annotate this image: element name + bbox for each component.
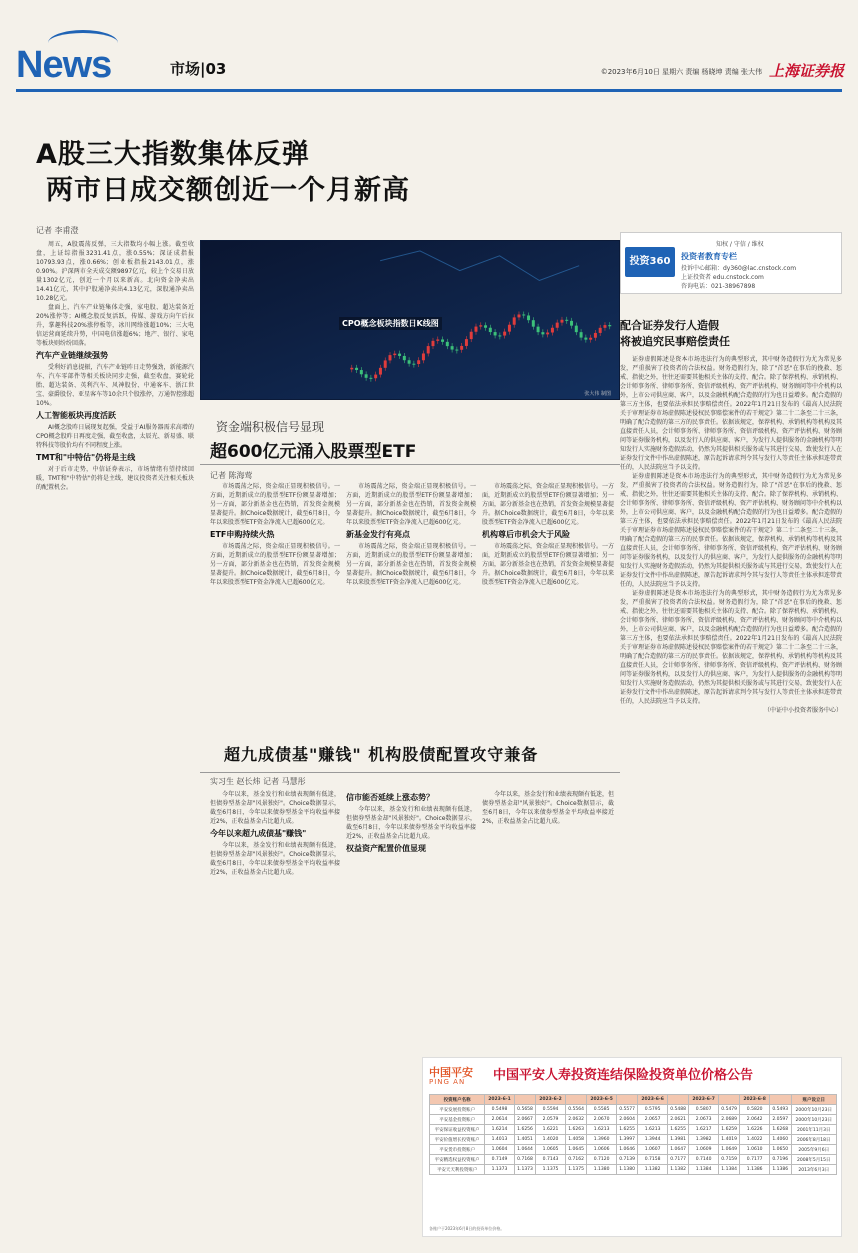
side-article-body <box>620 355 842 1055</box>
price-table-header-cell <box>769 1095 791 1105</box>
candle-body <box>398 354 401 356</box>
table-cell: 2000年10月23日 <box>791 1105 837 1115</box>
info-email: 投诉中心邮箱：dy360@lac.cnstock.com <box>681 265 797 272</box>
table-cell: 1.3997 <box>616 1135 638 1145</box>
table-cell: 1.0610 <box>740 1145 769 1155</box>
table-cell: 1.4022 <box>740 1135 769 1145</box>
candle-body <box>422 353 425 360</box>
table-row <box>430 1125 837 1135</box>
table-cell: 1.1386 <box>740 1165 769 1175</box>
table-cell: 1.1373 <box>514 1165 536 1175</box>
side-title-line-1: 配合证券发行人造假 <box>620 319 719 332</box>
etf-kicker: 资金端积极信号显现 <box>216 420 325 434</box>
candle-body <box>431 341 434 346</box>
table-cell: 2.0604 <box>616 1115 638 1125</box>
candle-body <box>412 364 415 365</box>
candle-body <box>451 346 454 349</box>
table-cell: 平安保证收益投资账户 <box>430 1125 485 1135</box>
brand-news: News <box>16 44 112 86</box>
table-cell: 1.1380 <box>616 1165 638 1175</box>
candle-body <box>455 350 458 351</box>
bond-byline: 实习生 赵长炜 记者 马慧彤 <box>210 777 306 786</box>
candle-body <box>403 356 406 360</box>
pingan-logo-en: PING AN <box>429 1078 466 1086</box>
table-cell: 1.6226 <box>740 1125 769 1135</box>
side-title-line-2: 将被追究民事赔偿责任 <box>620 335 730 348</box>
table-cell: 2013年6月3日 <box>791 1165 837 1175</box>
candle-body <box>589 338 592 340</box>
table-cell: 2.0657 <box>638 1115 667 1125</box>
candle-body <box>603 325 606 328</box>
table-cell: 1.6256 <box>514 1125 536 1135</box>
candle-body <box>599 328 602 333</box>
price-table-header-cell: 账户设立日 <box>791 1095 837 1105</box>
table-cell: 2.0670 <box>587 1115 616 1125</box>
table-cell: 1.1380 <box>587 1165 616 1175</box>
table-cell: 0.5807 <box>689 1105 718 1115</box>
table-cell: 1.0647 <box>667 1145 689 1155</box>
table-cell: 1.0646 <box>616 1145 638 1155</box>
lead-para-1: 周五，A股震荡反弹，三大指数均小幅上涨。截至收盘，上证综指报3231.41点，涨0.55%；深证成指报10793.93点，涨0.66%；创业板指报2143.01点，涨0.90%。沪深两市全天成交额9897亿元，较上个交易日放量1302亿元，创近一个月以来新高。北向资金净卖出14.41亿元，其中沪股通净卖出4.13亿元，深股通净卖出10.28亿元。 <box>36 241 194 302</box>
section-label: 市场|03 <box>170 60 227 78</box>
candle-body <box>522 314 525 315</box>
etf-body-6: 市场震荡之际，资金端正显现积极信号。一方面，近期新成立的股票型ETF份额显著增加；另一方面，部分新基金也在热销，首发资金规模显著提升。据Choice数据统计，截至6月8日，今年以来股票型ETF资金净流入已超600亿元。 <box>482 543 614 586</box>
candle-body <box>484 325 487 327</box>
candle-body <box>350 368 353 370</box>
table-cell: 2.0689 <box>718 1115 740 1125</box>
table-cell: 1.0609 <box>689 1145 718 1155</box>
etf-col-1 <box>210 482 340 732</box>
table-cell: 0.7140 <box>689 1155 718 1165</box>
table-cell: 2.0614 <box>485 1115 514 1125</box>
ad-footer: 各账户于2023年6月8日的投资单位价格。 <box>429 1226 505 1231</box>
table-cell: 2005年9月6日 <box>791 1145 837 1155</box>
candle-body <box>532 320 535 326</box>
table-cell: 1.6213 <box>638 1125 667 1135</box>
etf-body-5: 市场震荡之际，资金端正显现积极信号。一方面，近期新成立的股票型ETF份额显著增加；另一方面，部分新基金也在热销，首发资金规模显著提升。据Choice数据统计，截至6月8日，今年以来股票型ETF资金净流入已超600亿元。 <box>482 483 614 526</box>
candle-body <box>460 346 463 350</box>
table-cell: 平安基金投资账户 <box>430 1115 485 1125</box>
price-table-header-cell: 2023-6-2 <box>536 1095 565 1105</box>
candle-body <box>360 370 363 374</box>
investor-education-box <box>620 232 842 294</box>
info-website: 上证投资者 edu.cnstock.com <box>681 274 764 281</box>
candle-body <box>560 320 563 323</box>
table-cell: 2.0673 <box>689 1115 718 1125</box>
bond-col-3 <box>482 790 614 1050</box>
table-cell: 1.4020 <box>536 1135 565 1145</box>
candle-body <box>503 332 506 336</box>
table-cell: 1.0645 <box>565 1145 587 1155</box>
table-cell: 1.0605 <box>536 1145 565 1155</box>
candle-body <box>441 339 444 341</box>
table-cell: 1.0649 <box>718 1145 740 1155</box>
candle-body <box>527 315 530 320</box>
price-table-header-cell <box>565 1095 587 1105</box>
info-tagline: 知权 / 守信 / 维权 <box>716 241 764 248</box>
candle-body <box>570 321 573 326</box>
table-cell: 1.4060 <box>769 1135 791 1145</box>
candle-body <box>580 332 583 337</box>
headline-line-2: 两市日成交额创近一个月新高 <box>46 175 410 206</box>
etf-sub-1: ETF申购持续火热 <box>210 530 275 539</box>
price-table-body <box>430 1105 837 1175</box>
table-cell: 0.5795 <box>638 1105 667 1115</box>
candle-body <box>436 339 439 340</box>
bond-body-1: 今年以来，基金发行和业绩表现颇有低迷，但债券型基金却"风景独好"。Choice数据显示，截至6月8日，今年以来债券型基金平均收益率接近2%，正收益基金占比超九成。 <box>210 791 340 825</box>
price-table-header-cell: 2023-6-8 <box>740 1095 769 1105</box>
lead-para-5: 对于后市走势，中信证券表示，市场情绪有望持续回暖，TMT和"中特估"仍将是主线，建议投资者关注相关板块的配置机会。 <box>36 466 194 491</box>
table-cell: 0.7162 <box>565 1155 587 1165</box>
main-headline <box>36 137 556 209</box>
table-cell: 0.5594 <box>536 1105 565 1115</box>
side-article-text-repeat-2: 证券虚假陈述是资本市场违法行为的典型形式，其中财务造假行为尤为常见多发，严重损害了投资者的合法权益。财务造假行为，除了"首恶"在事后的挽救、惩戒、指使之外，往往还需要其他相关主体的支持、配合。除了保荐机构、承销机构、会计师事务所、律师事务所、资信评级机构、资产评估机构、财务顾问等中介机构以外，上市公司供应商、客户，以及金融机构配合造假的行为也日益增多。配合造假的第三方主体，也要依法承担民事赔偿责任。2022年1月21日发布的《最高人民法院关于审理证券市场虚假陈述侵权民事赔偿案件的若干规定》第二十二条至二十三条，明确了配合造假的第三方的民事责任。依据该规定，保荐机构、承销机构等机构及其直接责任人员，会计师事务所、律师事务所、资信评级机构、资产评估机构、财务顾问等证券服务机构，以及发行人的供应商、客户，为发行人提供服务的金融机构等明知发行人实施财务造假活动，仍然为其提供相关服务或与其进行交易，致使发行人在证券发行文件中作出虚假陈述，原告起诉请求判令其与发行人等责任主体承担连带责任的，人民法院应当予以支持。 <box>620 590 842 705</box>
bond-body-3: 今年以来，基金发行和业绩表现颇有低迷，但债券型基金却"风景独好"。Choice数据显示，截至6月8日，今年以来债券型基金平均收益率接近2%，正收益基金占比超九成。 <box>346 806 476 840</box>
cpo-kline-chart <box>200 240 620 400</box>
table-cell: 2.0621 <box>667 1115 689 1125</box>
etf-body-4: 市场震荡之际，资金端正显现积极信号。一方面，近期新成立的股票型ETF份额显著增加；另一方面，部分新基金也在热销，首发资金规模显著提升。据Choice数据统计，截至6月8日，今年以来股票型ETF资金净流入已超600亿元。 <box>346 543 476 586</box>
table-cell: 0.5820 <box>740 1105 769 1115</box>
table-cell: 0.7177 <box>740 1155 769 1165</box>
side-article-text-repeat: 证券虚假陈述是资本市场违法行为的典型形式，其中财务造假行为尤为常见多发，严重损害了投资者的合法权益。财务造假行为，除了"首恶"在事后的挽救、惩戒、指使之外，往往还需要其他相关主体的支持、配合。除了保荐机构、承销机构、会计师事务所、律师事务所、资信评级机构、资产评估机构、财务顾问等中介机构以外，上市公司供应商、客户，以及金融机构配合造假的行为也日益增多。配合造假的第三方主体，也要依法承担民事赔偿责任。2022年1月21日发布的《最高人民法院关于审理证券市场虚假陈述侵权民事赔偿案件的若干规定》第二十二条至二十三条，明确了配合造假的第三方的民事责任。依据该规定，保荐机构、承销机构等机构及其直接责任人员，会计师事务所、律师事务所、资信评级机构、资产评估机构、财务顾问等证券服务机构，以及发行人的供应商、客户，为发行人提供服务的金融机构等明知发行人实施财务造假活动，仍然为其提供相关服务或与其进行交易，致使发行人在证券发行文件中作出虚假陈述，原告起诉请求判令其与发行人等责任主体承担连带责任的，人民法院应当予以支持。 <box>620 473 842 588</box>
newspaper-logo: 上海证券报 <box>768 62 844 80</box>
table-cell: 平安天天利投资账户 <box>430 1165 485 1175</box>
table-cell: 2.0632 <box>565 1115 587 1125</box>
table-cell: 1.0606 <box>587 1145 616 1155</box>
table-cell: 0.5564 <box>565 1105 587 1115</box>
masthead-rule <box>16 89 842 92</box>
table-cell: 0.7120 <box>587 1155 616 1165</box>
lead-byline: 记者 李甫澄 <box>36 226 79 235</box>
table-cell: 1.6268 <box>769 1125 791 1135</box>
table-cell: 平安货币投资账户 <box>430 1145 485 1155</box>
table-cell: 0.5585 <box>587 1105 616 1115</box>
chart-title: CPO概念板块指数日K线图 <box>339 317 442 330</box>
etf-sub-2: 新基金发行有亮点 <box>346 530 410 539</box>
table-cell: 1.1384 <box>718 1165 740 1175</box>
ad-title: 中国平安人寿投资连结保险投资单位价格公告 <box>493 1068 754 1083</box>
table-cell: 1.0650 <box>769 1145 791 1155</box>
bond-rule <box>200 772 620 773</box>
editor-note: （中证中小投资者服务中心） <box>763 707 842 714</box>
table-cell: 1.1375 <box>536 1165 565 1175</box>
bond-sub-3: 权益资产配置价值显现 <box>346 844 426 853</box>
lead-para-4: AI概念股昨日展现复起强，受益于AI服务器需求高增的CPO概念股昨日再度走强，截至收盘，太辰光、新易盛、联特科技等股价均有不同程度上涨。 <box>36 424 194 449</box>
candle-body <box>369 378 372 379</box>
candle-body <box>465 339 468 346</box>
price-table-header-cell: 2023-6-6 <box>638 1095 667 1105</box>
candle-body <box>541 332 544 334</box>
etf-body-2: 市场震荡之际，资金端正显现积极信号。一方面，近期新成立的股票型ETF份额显著增加；另一方面，部分新基金也在热销，首发资金规模显著提升。据Choice数据统计，截至6月8日，今年以来股票型ETF资金净流入已超600亿元。 <box>210 543 340 586</box>
table-cell: 2.0579 <box>536 1115 565 1125</box>
candle-body <box>408 360 411 363</box>
table-cell: 1.6213 <box>587 1125 616 1135</box>
invest360-logo: 投资360 <box>625 247 675 277</box>
table-cell: 0.7149 <box>485 1155 514 1165</box>
etf-body-3: 市场震荡之际，资金端正显现积极信号。一方面，近期新成立的股票型ETF份额显著增加；另一方面，部分新基金也在热销，首发资金规模显著提升。据Choice数据统计，截至6月8日，今年以来股票型ETF资金净流入已超600亿元。 <box>346 483 476 526</box>
candle-body <box>365 374 368 378</box>
table-cell: 2.0667 <box>514 1115 536 1125</box>
table-cell: 0.7143 <box>536 1155 565 1165</box>
lead-subhead-1: 汽车产业链继续强势 <box>36 351 108 360</box>
price-table-header-cell <box>514 1095 536 1105</box>
table-row <box>430 1135 837 1145</box>
candle-body <box>508 325 511 332</box>
table-cell: 0.5577 <box>616 1105 638 1115</box>
pingan-logo: 中国平安 <box>429 1066 473 1079</box>
lead-para-3: 受利好消息提振，汽车产业链昨日走势强劲，新能源汽车、汽车零部件等相关板块同步走强，截至收盘，赛轮轮胎、超达装备、英利汽车、风神股份、中通客车、浙江世宝、豪爵股份、亚星客车等10余只个股涨停，万通智控涨超10%。 <box>36 364 194 407</box>
candle-body <box>374 375 377 379</box>
chart-credit: 张大伟 制图 <box>584 391 611 397</box>
candle-body <box>565 320 568 321</box>
table-cell: 0.5493 <box>769 1105 791 1115</box>
bond-body-4: 今年以来，基金发行和业绩表现颇有低迷，但债券型基金却"风景独好"。Choice数据显示，截至6月8日，今年以来债券型基金平均收益率接近2%，正收益基金占比超九成。 <box>482 791 614 825</box>
bond-title: 超九成债基"赚钱" 机构股债配置攻守兼备 <box>224 745 539 764</box>
candle-body <box>594 333 597 338</box>
candle-body <box>513 317 516 324</box>
date-line: ©2023年6月10日 星期六 责编 杨晓坤 责编 张大伟 <box>600 68 762 76</box>
table-cell: 1.4051 <box>514 1135 536 1145</box>
table-cell: 0.7177 <box>667 1155 689 1165</box>
table-cell: 1.6255 <box>667 1125 689 1135</box>
etf-sub-3: 机构尊后市机会大于风险 <box>482 530 570 539</box>
table-cell: 0.5658 <box>514 1105 536 1115</box>
etf-title: 超600亿元涌入股票型ETF <box>210 442 417 462</box>
bond-sub-1: 今年以来超九成债基"赚钱" <box>210 829 307 838</box>
table-row <box>430 1155 837 1165</box>
table-cell: 平安发展投资账户 <box>430 1105 485 1115</box>
etf-col-2 <box>346 482 476 732</box>
table-row <box>430 1115 837 1125</box>
table-cell: 0.7158 <box>638 1155 667 1165</box>
table-cell: 1.0607 <box>638 1145 667 1155</box>
headline-line-1: A股三大指数集体反弹 <box>36 139 310 170</box>
table-cell: 1.3982 <box>689 1135 718 1145</box>
price-table-header-cell <box>667 1095 689 1105</box>
candle-body <box>556 323 559 328</box>
table-cell: 1.1373 <box>485 1165 514 1175</box>
table-cell: 1.6217 <box>689 1125 718 1135</box>
etf-rule <box>200 464 620 465</box>
side-article-text: 证券虚假陈述是资本市场违法行为的典型形式，其中财务造假行为尤为常见多发，严重损害了投资者的合法权益。财务造假行为，除了"首恶"在事后的挽救、惩戒、指使之外，往往还需要其他相关主体的支持、配合。除了保荐机构、承销机构、会计师事务所、律师事务所、资信评级机构、资产评估机构、财务顾问等中介机构以外，上市公司供应商、客户，以及金融机构配合造假的行为也日益增多。配合造假的第三方主体，也要依法承担民事赔偿责任。2022年1月21日发布的《最高人民法院关于审理证券市场虚假陈述侵权民事赔偿案件的若干规定》第二十二条至二十三条，明确了配合造假的第三方的民事责任。依据该规定，保荐机构、承销机构等机构及其直接责任人员，会计师事务所、律师事务所、资信评级机构、资产评估机构、财务顾问等证券服务机构，以及发行人的供应商、客户，为发行人提供服务的金融机构等明知发行人实施财务造假活动，仍然为其提供相关服务或与其进行交易，致使发行人在证券发行文件中作出虚假陈述，原告起诉请求判令其与发行人等责任主体承担连带责任的，人民法院应当予以支持。 <box>620 356 842 471</box>
table-cell: 0.5488 <box>667 1105 689 1115</box>
table-cell: 1.4058 <box>565 1135 587 1145</box>
price-table-header-cell: 2023-6-7 <box>689 1095 718 1105</box>
candle-body <box>355 368 358 370</box>
table-cell: 1.3960 <box>587 1135 616 1145</box>
table-cell: 0.5498 <box>485 1105 514 1115</box>
table-cell: 1.6255 <box>616 1125 638 1135</box>
lead-subhead-2: 人工智能板块再度活跃 <box>36 411 116 420</box>
table-cell: 1.1386 <box>769 1165 791 1175</box>
candle-body <box>470 332 473 339</box>
price-table-header-cell: 2023-6-1 <box>485 1095 514 1105</box>
table-cell: 1.6263 <box>565 1125 587 1135</box>
candle-body <box>537 327 540 332</box>
candle-body <box>417 360 420 364</box>
info-title: 投资者教育专栏 <box>681 252 737 261</box>
table-cell: 1.0644 <box>514 1145 536 1155</box>
masthead <box>0 0 858 110</box>
bond-col-1 <box>210 790 340 1230</box>
table-cell: 2.0642 <box>740 1115 769 1125</box>
lead-subhead-3: TMT和"中特估"仍将是主线 <box>36 453 136 462</box>
table-cell: 0.7139 <box>616 1155 638 1165</box>
lead-article-column <box>36 240 194 1230</box>
table-cell: 2008年5月15日 <box>791 1155 837 1165</box>
table-cell: 1.1384 <box>689 1165 718 1175</box>
table-row <box>430 1145 837 1155</box>
table-cell: 2.0597 <box>769 1115 791 1125</box>
candle-body <box>393 354 396 355</box>
table-cell: 2000年10月23日 <box>791 1115 837 1125</box>
candle-body <box>575 326 578 332</box>
candle-body <box>479 325 482 326</box>
candle-body <box>498 335 501 336</box>
table-cell: 0.7159 <box>718 1155 740 1165</box>
table-row <box>430 1165 837 1175</box>
etf-col-3 <box>482 482 614 732</box>
table-cell: 平安精选权益投资账户 <box>430 1155 485 1165</box>
table-cell: 1.4019 <box>718 1135 740 1145</box>
candle-body <box>384 360 387 367</box>
table-cell: 1.6214 <box>485 1125 514 1135</box>
candle-body <box>489 328 492 332</box>
table-cell: 1.6221 <box>536 1125 565 1135</box>
table-cell: 2001年11月3日 <box>791 1125 837 1135</box>
table-cell: 1.1382 <box>667 1165 689 1175</box>
table-cell: 1.3981 <box>667 1135 689 1145</box>
table-cell: 0.5479 <box>718 1105 740 1115</box>
candle-body <box>379 368 382 375</box>
price-table-header-cell: 2023-6-5 <box>587 1095 616 1105</box>
bond-sub-2: 信市能否延续上涨态势？ <box>346 793 434 802</box>
table-cell: 0.7196 <box>769 1155 791 1165</box>
pingan-ad <box>422 1057 842 1237</box>
table-cell: 1.1375 <box>565 1165 587 1175</box>
candle-body <box>517 314 520 317</box>
candle-body <box>551 328 554 333</box>
candle-body <box>608 325 611 326</box>
etf-body-1: 市场震荡之际，资金端正显现积极信号。一方面，近期新成立的股票型ETF份额显著增加；另一方面，部分新基金也在热销，首发资金规模显著提升。据Choice数据统计，截至6月8日，今年以来股票型ETF资金净流入已超600亿元。 <box>210 483 340 526</box>
price-table-header-cell <box>616 1095 638 1105</box>
info-phone: 咨询电话：021-38967898 <box>681 283 756 290</box>
candle-body <box>494 332 497 335</box>
table-cell: 1.4013 <box>485 1135 514 1145</box>
price-table-header-cell <box>718 1095 740 1105</box>
table-cell: 平安价值增长投资账户 <box>430 1135 485 1145</box>
table-cell: 0.7168 <box>514 1155 536 1165</box>
price-table-header-cell: 投资账户名称 <box>430 1095 485 1105</box>
candle-body <box>474 327 477 332</box>
table-cell: 1.1382 <box>638 1165 667 1175</box>
candle-body <box>446 342 449 346</box>
price-table <box>429 1094 837 1175</box>
price-table-header <box>430 1095 837 1105</box>
side-article-title <box>620 318 842 350</box>
bond-col-2 <box>346 790 476 1050</box>
candle-body <box>427 346 430 353</box>
candle-body <box>546 333 549 335</box>
candle-body <box>389 355 392 360</box>
etf-byline: 记者 陈海莺 <box>210 471 253 480</box>
table-cell: 1.3944 <box>638 1135 667 1145</box>
bond-body-2: 今年以来，基金发行和业绩表现颇有低迷，但债券型基金却"风景独好"。Choice数据显示，截至6月8日，今年以来债券型基金平均收益率接近2%，正收益基金占比超九成。 <box>210 842 340 876</box>
lead-para-2: 盘面上，汽车产业链集体走强，家电股、超达装备近20%涨停等；AI概念股反复活跃，传媒、游戏方向午后拉升，掌趣科技20%涨停板等，冰川网络涨超10%；三大电信运营商延续升势，中国电信涨超6%；地产、银行、家电等板块则纷纷回落。 <box>36 304 194 347</box>
table-cell: 1.0604 <box>485 1145 514 1155</box>
candle-body <box>584 338 587 340</box>
table-row <box>430 1105 837 1115</box>
table-cell: 2006年8月18日 <box>791 1135 837 1145</box>
table-cell: 1.6259 <box>718 1125 740 1135</box>
